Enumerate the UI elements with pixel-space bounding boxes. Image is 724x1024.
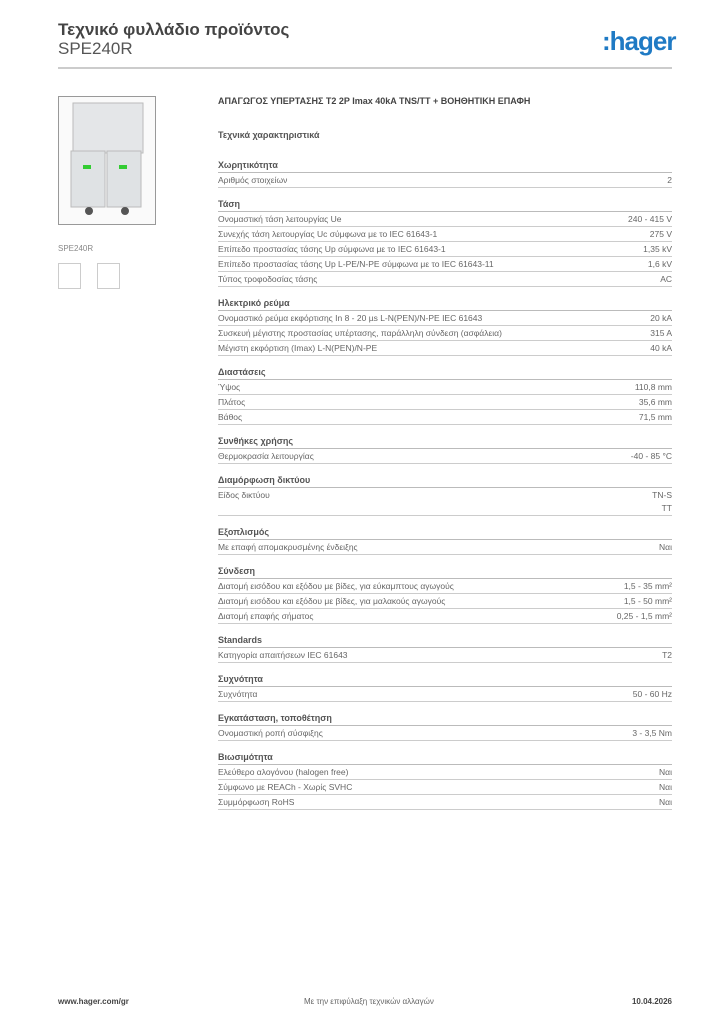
spec-row <box>218 395 672 410</box>
section-title: Ηλεκτρικό ρεύμα <box>218 296 672 311</box>
spec-label: Επίπεδο προστασίας τάσης Up σύμφωνα με το IEC 61643-1 <box>218 244 446 254</box>
spec-section <box>218 525 672 555</box>
spec-row <box>218 648 672 663</box>
page-title: Τεχνικό φυλλάδιο προϊόντος <box>58 20 290 39</box>
spec-value: 1,5 - 35 mm² <box>623 581 672 591</box>
spec-section <box>218 564 672 624</box>
spec-value: 2 <box>667 175 672 185</box>
thumbnail-1[interactable] <box>58 263 81 289</box>
section-title: Εγκατάσταση, τοποθέτηση <box>218 711 672 726</box>
spec-label: Διατομή εισόδου και εξόδου με βίδες, για μαλακούς αγωγούς <box>218 596 446 606</box>
spec-value: 1,5 - 50 mm² <box>623 596 672 606</box>
section-title: Χωρητικότητα <box>218 158 672 173</box>
spec-value: 315 A <box>650 328 672 338</box>
spec-row <box>218 765 672 780</box>
spec-row <box>218 780 672 795</box>
spec-section <box>218 633 672 663</box>
spec-section <box>218 750 672 810</box>
spec-label: Μέγιστη εκφόρτιση (Imax) L-N(PEN)/N-PE <box>218 343 378 353</box>
spec-label: Διατομή εισόδου και εξόδου με βίδες, για εύκαμπτους αγωγούς <box>218 581 454 591</box>
section-title: Εξοπλισμός <box>218 525 672 540</box>
spec-value: Ναι <box>659 767 672 777</box>
spec-row <box>218 449 672 464</box>
spec-value: AC <box>660 274 672 284</box>
spec-label: Συνεχής τάση λειτουργίας Uc σύμφωνα με το IEC 61643-1 <box>218 229 438 239</box>
spec-value: 35,6 mm <box>638 397 672 407</box>
spec-row <box>218 272 672 287</box>
spec-section <box>218 473 672 516</box>
section-title: Standards <box>218 633 672 648</box>
spec-row <box>218 341 672 356</box>
spec-value: TN-S TT <box>652 490 672 513</box>
product-code: SPE240R <box>58 39 133 58</box>
product-image[interactable] <box>58 96 156 225</box>
section-title: Τάση <box>218 197 672 212</box>
spec-row <box>218 488 672 516</box>
spec-section <box>218 365 672 425</box>
section-title: Συνθήκες χρήσης <box>218 434 672 449</box>
section-title: Διαμόρφωση δικτύου <box>218 473 672 488</box>
spec-row <box>218 173 672 188</box>
spec-label: Είδος δικτύου <box>218 490 270 500</box>
spec-value: Ναι <box>659 797 672 807</box>
spec-row <box>218 326 672 341</box>
spec-label: Με επαφή απομακρυσμένης ένδειξης <box>218 542 358 552</box>
spec-row <box>218 540 672 555</box>
spec-value: 3 - 3,5 Nm <box>632 728 672 738</box>
spec-label: Ονομαστικό ρεύμα εκφόρτισης In 8 - 20 µs L-N(PEN)/N-PE IEC 61643 <box>218 313 483 323</box>
hager-logo: :hager <box>602 26 676 56</box>
spec-value: 71,5 mm <box>638 412 672 422</box>
section-title: Βιωσιμότητα <box>218 750 672 765</box>
spec-content <box>218 96 672 819</box>
product-title: ΑΠΑΓΩΓΟΣ ΥΠΕΡΤΑΣΗΣ T2 2P Imax 40kA TNS/TT + ΒΟΗΘΗΤΙΚΗ ΕΠΑΦΗ <box>218 96 531 106</box>
spec-value: Ναι <box>659 782 672 792</box>
footer-note: Με την επιφύλαξη τεχνικών αλλαγών <box>304 997 434 1006</box>
spec-row <box>218 687 672 702</box>
spec-label: Συμμόρφωση RoHS <box>218 797 295 807</box>
spec-label: Συσκευή μέγιστης προστασίας υπέρτασης, παράλληλη σύνδεση (ασφάλεια) <box>218 328 502 338</box>
spec-row <box>218 410 672 425</box>
spec-label: Ύψος <box>218 382 241 392</box>
spec-row <box>218 579 672 594</box>
thumbnail-2[interactable] <box>97 263 120 289</box>
spec-section <box>218 158 672 188</box>
spec-label: Ελεύθερο αλογόνου (halogen free) <box>218 767 349 777</box>
spec-value: 50 - 60 Hz <box>632 689 672 699</box>
spec-label: Ονομαστική ροπή σύσφιξης <box>218 728 323 738</box>
spec-section <box>218 296 672 356</box>
spec-label: Συχνότητα <box>218 689 258 699</box>
spec-value: 20 kA <box>650 313 672 323</box>
spec-value: Ναι <box>659 542 672 552</box>
spec-row <box>218 380 672 395</box>
footer-date: 10.04.2026 <box>631 997 672 1006</box>
spec-label: Σύμφωνο με REACh - Χωρίς SVHC <box>218 782 353 792</box>
spec-section <box>218 434 672 464</box>
spec-section <box>218 197 672 287</box>
spec-label: Κατηγορία απαιτήσεων IEC 61643 <box>218 650 348 660</box>
spec-label: Αριθμός στοιχείων <box>218 175 288 185</box>
spec-row <box>218 594 672 609</box>
spec-label: Πλάτος <box>218 397 246 407</box>
spec-value: 1,35 kV <box>643 244 672 254</box>
spec-label: Επίπεδο προστασίας τάσης Up L-PE/N-PE σύμφωνα με το IEC 61643-11 <box>218 259 494 269</box>
spec-sections <box>218 158 672 810</box>
spec-section <box>218 672 672 702</box>
spec-label: Διατομή επαφής σήματος <box>218 611 314 621</box>
spec-section <box>218 711 672 741</box>
product-image-label: SPE240R <box>58 244 94 253</box>
footer-website[interactable]: www.hager.com/gr <box>58 997 129 1006</box>
section-title: Συχνότητα <box>218 672 672 687</box>
spec-value: 110,8 mm <box>634 382 672 392</box>
spec-value: 275 V <box>649 229 672 239</box>
section-title: Σύνδεση <box>218 564 672 579</box>
tech-heading: Τεχνικά χαρακτηριστικά <box>218 130 320 140</box>
spec-row <box>218 212 672 227</box>
section-title: Διαστάσεις <box>218 365 672 380</box>
spec-value: 240 - 415 V <box>628 214 672 224</box>
spec-row <box>218 609 672 624</box>
spec-row <box>218 311 672 326</box>
spec-row <box>218 257 672 272</box>
spec-value: T2 <box>662 650 672 660</box>
spec-row <box>218 242 672 257</box>
header-divider <box>58 67 672 69</box>
spec-value: 1,6 kV <box>647 259 672 269</box>
spec-label: Βάθος <box>218 412 243 422</box>
spec-row <box>218 726 672 741</box>
spec-row <box>218 227 672 242</box>
spec-label: Ονομαστική τάση λειτουργίας Ue <box>218 214 342 224</box>
spec-label: Τύπος τροφοδοσίας τάσης <box>218 274 318 284</box>
spec-value: 0,25 - 1,5 mm² <box>616 611 672 621</box>
spec-row <box>218 795 672 810</box>
spec-label: Θερμοκρασία λειτουργίας <box>218 451 314 461</box>
spec-value: 40 kA <box>650 343 672 353</box>
spec-value: -40 - 85 °C <box>630 451 672 461</box>
